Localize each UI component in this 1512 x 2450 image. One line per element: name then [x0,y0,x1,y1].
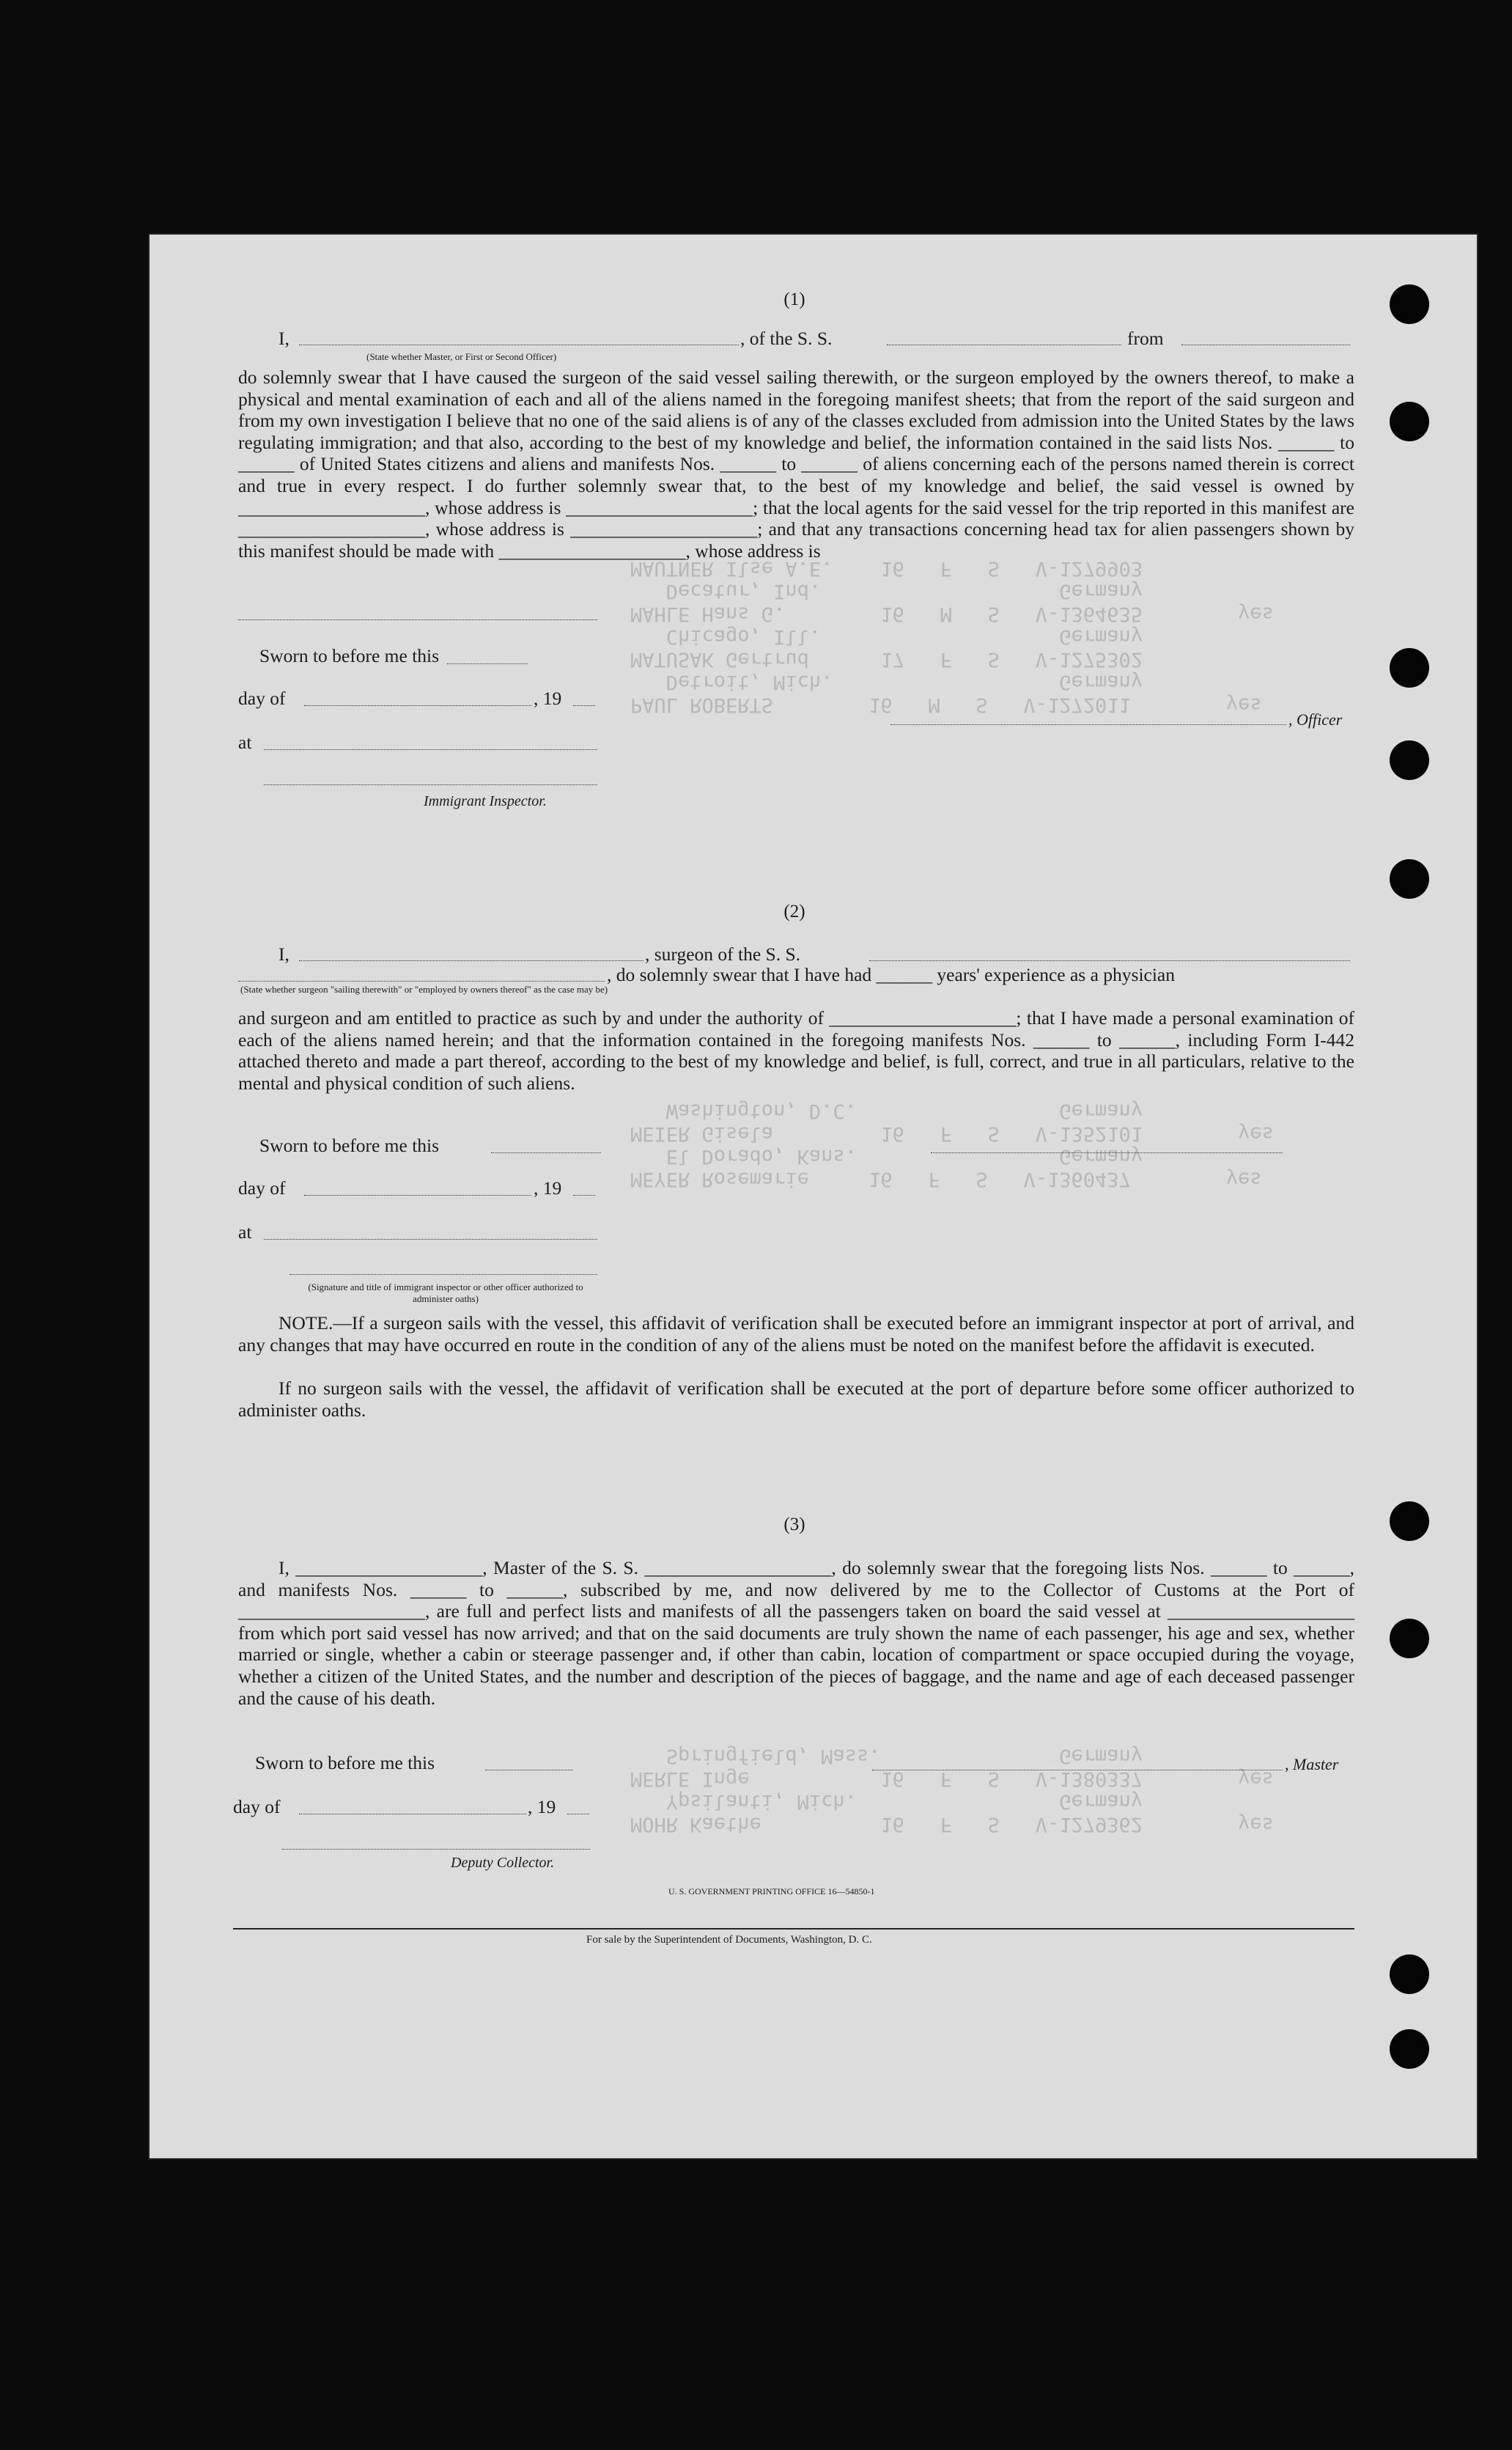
s2-at-field[interactable] [264,1239,597,1240]
s1-body: do solemnly swear that I have caused the surgeon of the said vessel sailing therewith, or the surgeon employed by the owners thereof, to make a physical and mental examination of each and all of the aliens named in the foregoing manifest sheets; that from the report of the said surgeon and from my own investigation I believe that no one of the said aliens is of any of the classes excluded from admission into the United States by the laws regulating immigration; and that also, according to the best of my knowledge and belief, the information contained in the said lists Nos. ______ to ______ of United States citizens and aliens and manifests Nos. ______ to ______ of aliens concerning each of the persons named therein is correct and true in every respect. I do further solemnly swear that, to the best of my knowledge and belief, the said vessel is owned by ____________________, whose address is ____________________; that the local agents for the said vessel for the trip reported in this manifest are ____________________, whose address is ____________________; and that any transactions concerning head tax for alien passengers shown by this manifest should be made with ____________________, whose address is [238,367,1354,562]
s2-caption: (State whether surgeon "sailing therewith" or "employed by owners thereof" as the case may be) [240,984,608,995]
s2-inspector-signature-line[interactable] [290,1274,597,1275]
s2-year: , 19 [534,1177,562,1199]
s2-month-field[interactable] [304,1195,531,1196]
s2-sworn-date-field[interactable] [491,1152,601,1153]
printing-office-imprint: U. S. GOVERNMENT PRINTING OFFICE 16—54850-1 [668,1886,875,1897]
s1-sworn: Sworn to before me this [259,645,440,666]
bleed-through-text: MEYER Rosemarie 16 F S V-1360437 yes El Dorado, Kans. Germany MEIER Gisela 16 F S V-1352101 yes Washington, D.C. Germany [630,1100,1274,1191]
punch-hole [1390,284,1429,324]
s1-inspector-signature-line[interactable] [264,784,597,785]
s3-master-label: , Master [1285,1755,1339,1773]
s3-day-of: day of [233,1796,281,1817]
s1-line1-prefix: I, [279,328,290,349]
punch-hole [1390,2029,1429,2069]
s2-sworn: Sworn to before me this [259,1135,440,1156]
punch-hole [1390,1619,1429,1658]
sale-notice: For sale by the Superintendent of Documents, Washington, D. C. [586,1934,872,1946]
s2-surgeon-name-field[interactable] [299,960,643,961]
punch-hole [1390,1501,1429,1541]
section-1-number: (1) [783,290,805,309]
s1-year-field[interactable] [573,705,595,706]
s3-sworn: Sworn to before me this [255,1752,435,1773]
punch-hole [1390,859,1429,899]
punch-hole [1390,1954,1429,1994]
s3-deputy-label: Deputy Collector. [451,1855,555,1871]
punch-hole [1390,648,1429,688]
s2-line1-mid: , surgeon of the S. S. [645,943,801,965]
s3-body: I, ____________________, Master of the S. S. ____________________, do solemnly swear that the foregoing lists Nos. ______ to ______, and manifests Nos. ______ to ______, subscribed by me, and now delivered by me to the Collector of Customs at the Port of ____________________, are full and perfect lists and manifests of all the passengers taken on board the said vessel at ____________________ from which port said vessel has now arrived; and that on the said documents are truly shown the name of each passenger, his age and sex, whether married or single, whether a cabin or steerage passenger and, if other than cabin, location of compartment or space occupied during the voyage, whether a citizen of the United States, and the number and description of the pieces of baggage, and the name and age of each deceased passenger and the cause of his death. [238,1557,1354,1709]
s1-address-line[interactable] [238,619,597,620]
s2-surgeon-type-field[interactable] [238,981,605,982]
s1-month-field[interactable] [304,705,531,706]
punch-hole [1390,740,1429,780]
s2-note: NOTE.—If a surgeon sails with the vessel, this affidavit of verification shall be executed before an immigrant inspector at port of arrival, and any changes that may have occurred en route in the condition of any of the aliens must be noted on the manifest before the affidavit is executed. [238,1312,1354,1355]
s1-at: at [238,732,252,753]
s2-body: and surgeon and am entitled to practice as such by and under the authority of ____________________; that I have made a personal examination of each of the aliens named herein; and that the information contained in the foregoing manifests Nos. ______ to ______, including Form I-442 attached thereto and made a part thereof, according to the best of my knowledge and belief, is full, correct, and true in all particulars, relative to the mental and physical condition of such aliens. [238,1007,1354,1094]
s1-officer-signature-line[interactable] [890,724,1286,725]
s2-surgeon-signature-line[interactable] [931,1152,1283,1153]
s2-vessel-name-field[interactable] [869,960,1350,961]
s1-day-of: day of [238,688,286,709]
s1-year: , 19 [534,688,562,709]
s2-note2: If no surgeon sails with the vessel, the affidavit of verification shall be executed at the port of departure before some officer authorized to administer oaths. [238,1377,1354,1421]
s2-at: at [238,1221,252,1243]
s1-inspector-label: Immigrant Inspector. [424,793,547,809]
s2-signature-caption: (Signature and title of immigrant inspector or other officer authorized to administer oaths) [308,1281,583,1304]
s1-line1-mid: , of the S. S. [740,328,833,349]
punch-hole [1390,402,1429,441]
section-2-number: (2) [783,902,805,921]
bleed-through-text: PAUL ROBERTS 16 M S V-1272011 yes Detroit, Mich. Germany MATUSAK Gertrud 17 F S V-1275302 Chicago, Ill. Germany MAHLE Hans G. 16 M S V-1364635 yes Decatur, Ind. Germany MAUTNER Ilse A.E. 16 F S V-1279903 [630,557,1274,716]
footer-rule [233,1928,1354,1930]
s2-line2: , do solemnly swear that I have had ______ years' experience as a physician [607,964,1175,985]
s1-caption: (State whether Master, or First or Second Officer) [366,351,557,362]
s1-sworn-date-field[interactable] [447,663,528,664]
s3-deputy-signature-line[interactable] [282,1849,590,1850]
s1-at-field[interactable] [264,749,597,750]
s1-officer-label: , Officer [1288,710,1343,729]
bleed-through-text: MOHR Kaethe 16 F S V-1279362 yes Ypsilanti, Mich. Germany MERLE Inge 16 F S V-1380337 yes Springfield, Mass. Germany [630,1745,1274,1836]
section-3-number: (3) [783,1515,805,1534]
s2-year-field[interactable] [573,1195,595,1196]
s3-year: , 19 [528,1796,556,1817]
s2-day-of: day of [238,1177,286,1199]
s2-line1-prefix: I, [279,943,290,965]
s1-from-label: from [1127,328,1164,349]
